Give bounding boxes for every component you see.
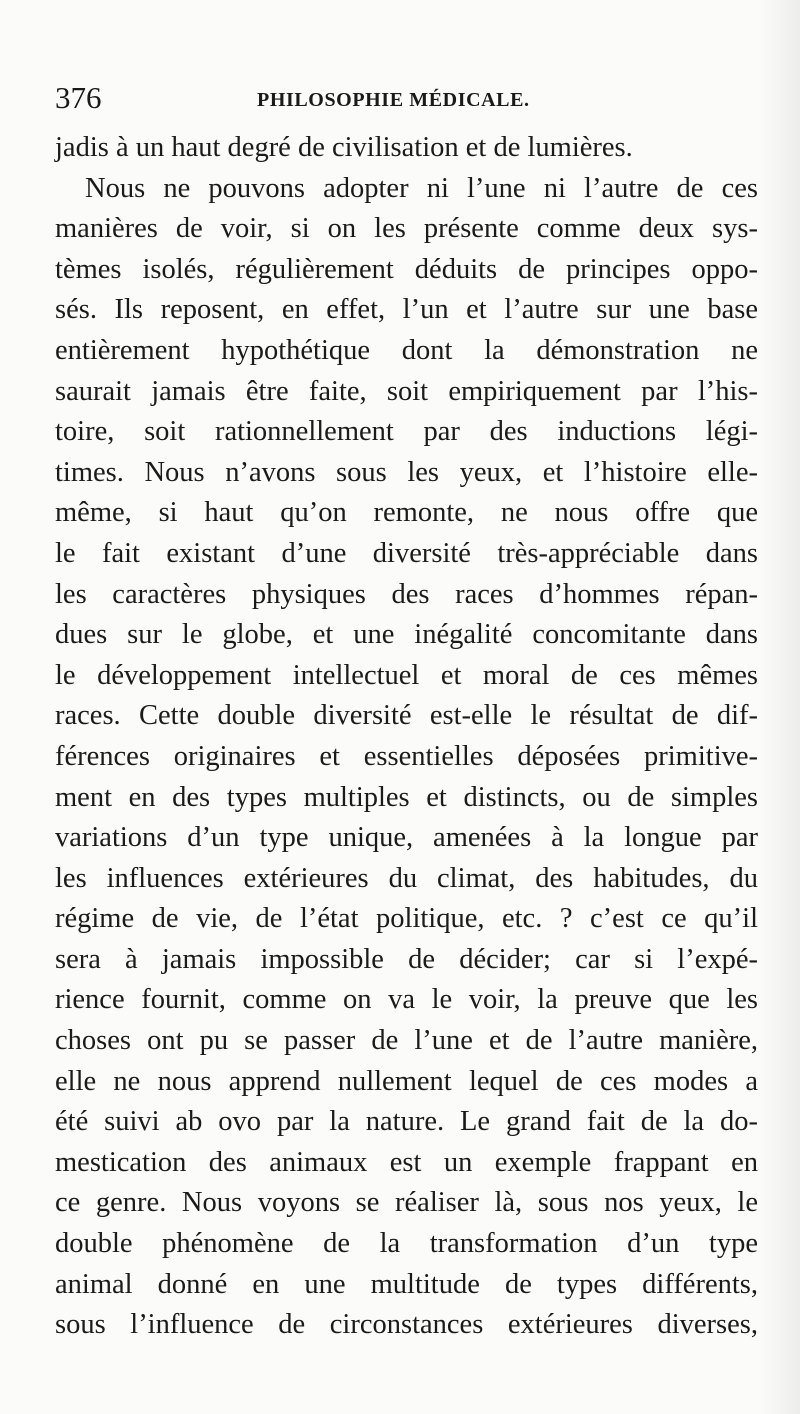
page-number: 376: [55, 80, 102, 115]
text-line: été suivi ab ovo par la nature. Le grand fait de la do-: [55, 1106, 758, 1138]
text-line: entièrement hypothétique dont la démonstration ne: [55, 334, 758, 366]
text-line: tèmes isolés, régulièrement déduits de principes oppo-: [55, 253, 758, 285]
text-line: mestication des animaux est un exemple frappant en: [55, 1146, 758, 1178]
text-line: times. Nous n’avons sous les yeux, et l’histoire elle-: [55, 456, 758, 488]
text-line: le fait existant d’une diversité très-appréciable dans: [55, 537, 758, 569]
text-line: férences originaires et essentielles déposées primitive-: [55, 740, 758, 772]
text-line: saurait jamais être faite, soit empiriquement par l’his-: [55, 375, 758, 407]
text-line: animal donné en une multitude de types différents,: [55, 1268, 758, 1300]
text-line: jadis à un haut degré de civilisation et de lumières.: [55, 132, 633, 163]
text-line: elle ne nous apprend nullement lequel de ces modes a: [55, 1065, 758, 1097]
text-line: rience fournit, comme on va le voir, la preuve que les: [55, 984, 758, 1016]
text-line: ce genre. Nous voyons se réaliser là, sous nos yeux, le: [55, 1187, 758, 1219]
text-line: races. Cette double diversité est-elle le résultat de dif-: [55, 700, 758, 732]
text-line: toire, soit rationnellement par des inductions légi-: [55, 416, 758, 448]
running-title: PHILOSOPHIE MÉDICALE.: [257, 89, 530, 111]
text-line: le développement intellectuel et moral de ces mêmes: [55, 659, 758, 691]
body-text: [55, 128, 758, 1346]
text-line: sés. Ils reposent, en effet, l’un et l’autre sur une base: [55, 294, 758, 326]
text-line: choses ont pu se passer de l’une et de l’autre manière,: [55, 1025, 758, 1057]
text-line: les caractères physiques des races d’hommes répan-: [55, 578, 758, 610]
page-header: [55, 78, 755, 118]
text-line: double phénomène de la transformation d’un type: [55, 1228, 758, 1260]
text-line: les influences extérieures du climat, des habitudes, du: [55, 862, 758, 894]
text-line: dues sur le globe, et une inégalité concomitante dans: [55, 619, 758, 651]
text-line: variations d’un type unique, amenées à la longue par: [55, 822, 758, 854]
text-line: sera à jamais impossible de décider; car si l’expé-: [55, 943, 758, 975]
text-line: ment en des types multiples et distincts, ou de simples: [55, 781, 758, 813]
text-line: sous l’influence de circonstances extérieures diverses,: [55, 1309, 758, 1341]
text-line: régime de vie, de l’état politique, etc. ? c’est ce qu’il: [55, 903, 758, 935]
text-line: Nous ne pouvons adopter ni l’une ni l’autre de ces: [85, 172, 758, 204]
text-line: même, si haut qu’on remonte, ne nous offre que: [55, 497, 758, 529]
page-edge-shadow: [760, 0, 800, 1414]
text-line: manières de voir, si on les présente comme deux sys-: [55, 213, 758, 245]
